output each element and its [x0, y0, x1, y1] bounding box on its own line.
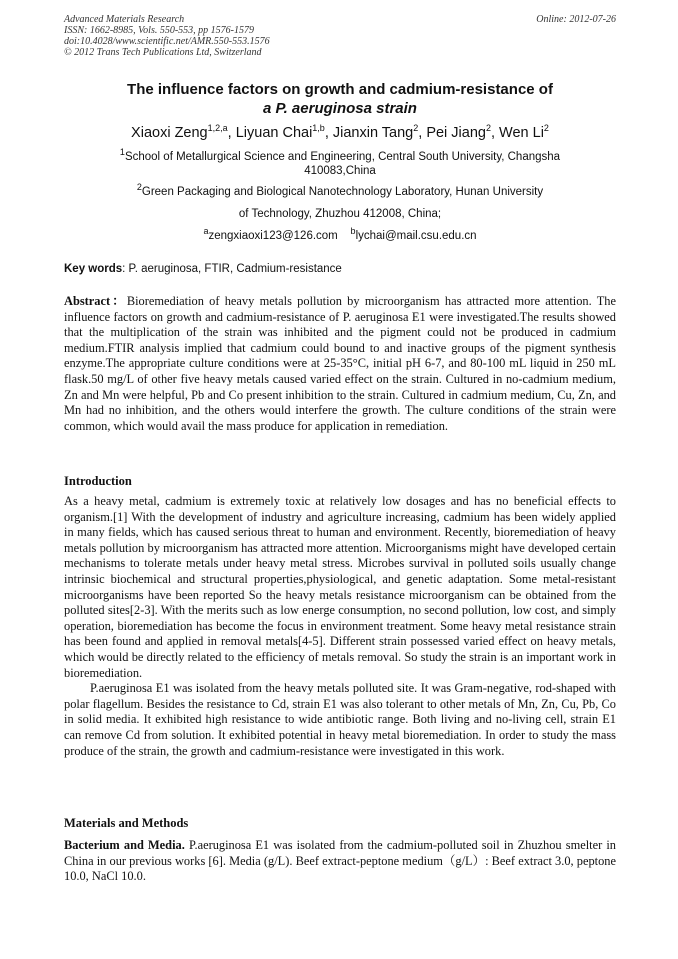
affiliation-2-cont: [64, 207, 616, 221]
journal-issn: ISSN: 1662-8985, Vols. 550-553, pp 1576-1579: [64, 25, 254, 36]
email-sup: a: [203, 226, 209, 237]
affiliation-text: 410083,China: [304, 165, 376, 177]
keywords-text: : P. aeruginosa, FTIR, Cadmium-resistance: [122, 263, 342, 275]
email-link: lychai@mail.csu.edu.cn: [355, 230, 477, 242]
author-name: Wen Li: [499, 125, 544, 141]
keywords-label: Key words: [64, 263, 123, 275]
subsection-label: Bacterium and Media.: [64, 838, 185, 852]
title-line-2: [64, 99, 616, 118]
author-list: Xiaoxi Zeng$^{1,2,a}$, Liyuan Chai$^{1,b}$, Jianxin Tang$^2$, Pei Jiang$^2$, Wen Li$^2$: [131, 123, 549, 141]
email-sup: b: [350, 226, 356, 237]
affiliation-2: [64, 182, 616, 199]
introduction-body: [64, 494, 616, 759]
title-line-1: The influence factors on growth and cadmium-resistance of: [127, 81, 553, 98]
affiliation-text: Green Packaging and Biological Nanotechnology Laboratory, Hunan University: [141, 186, 544, 198]
title-line-2-text: a P. aeruginosa strain: [263, 100, 417, 117]
journal-name: Advanced Materials Research: [64, 14, 185, 25]
email-link: zengxiaoxi123@126.com: [208, 230, 338, 242]
paragraph: P.aeruginosa E1 was isolated from the heavy metals polluted site. It was Gram-negative, rod-shaped with polar flagellum. Besides the resistance to Cd, strain E1 was also tolerant to other metals of Mn, Zn, Cu, Pb, Co in solid media. It exhibited high resistance to wide antibiotic range. Both living and no-living cell, strain E1 can remove Cd from solution. It exhibited potential in heavy metal bioremediation. In order to study the mass produce of the strain, the growth and cadmium-resistance were investigated in this work.: [64, 681, 616, 758]
journal-doi: doi:10.4028/www.scientific.net/AMR.550-553.1576: [64, 36, 270, 47]
author-name: Jianxin Tang: [332, 125, 414, 141]
author-sup: 1,2,a: [207, 123, 228, 134]
author-name: Xiaoxi Zeng: [131, 125, 208, 141]
keywords: [64, 262, 616, 276]
affiliation-sup: 2: [136, 182, 142, 193]
affiliation-sup: 1: [119, 147, 125, 158]
paper-title: [64, 80, 616, 118]
journal-header: [64, 14, 616, 58]
author-sup: 2: [543, 123, 549, 134]
affiliation-1: [64, 147, 616, 178]
section-heading-introduction: Introduction: [64, 474, 132, 488]
abstract-text: Bioremediation of heavy metals pollution by microorganism has attracted more attention. The influence factors on growth and cadmium-resistance of P. aeruginosa E1 were investigated.The results showed that the multiplication of the strain was inhibited and the pigment could not be produced in cadmium medium.FTIR analysis implied that cadmium could bound to and inactive groups of the pigment synthesis enzyme.The appropriate culture conditions were at 25-35°C, initial pH 6-7, and 80-100 mL liquid in 250 mL flask.50 mg/L of other five heavy metals caused varied effect on the strain. Cultured in no-cadmium medium, Zn and Mn were helpful, Pb and Co present inhibition to the strain. Cultured in cadmium medium, Cu, Zn, and Mn had no inhibition, and the others would interfere the growth. The culture conditions of the strain were common, which would avail the mass produce for application in remediation.: [64, 294, 617, 433]
affiliation-text: School of Metallurgical Science and Engineering, Central South University, Changsha: [124, 151, 561, 163]
online-date: Online: 2012-07-26: [536, 14, 616, 25]
author-sup: 2: [413, 123, 419, 134]
methods-body: [64, 838, 616, 885]
section-heading-methods: Materials and Methods: [64, 816, 189, 830]
author-sup: 2: [485, 123, 491, 134]
paragraph: As a heavy metal, cadmium is extremely toxic at relatively low dosages and has no beneficial effects to organism.[1] With the development of industry and agriculture increasing, cadmium has been widely applied in many fields, which has caused serious threat to human and environment. Recently, bioremediation of heavy metals pollution by microorganism has attracted more attention. Microorganisms might have developed certain mechanisms to tolerate metals under heavy metal stress. Microbes survival in polluted soils usually change intrinsic biochemical and structural properties,physiological, and genetic adaptation. Some metal-resistant microorganisms have been reported So the heavy metals resistance microorganism can be obtained from the polluted sites[2-3]. With the merits such as low energe consumption, no second pollution, low cost, and simply operation, bioremediation has become the focus in environment treatment. Some heavy metal resistance strain has been found and applied in removal metals[4-5]. Different strain possessed varied effect on heavy metals, which would be directly related to the efficiency of metals removal. So study the strain is an important work in bioremediation.: [64, 494, 616, 680]
author-sup: 1,b: [312, 123, 325, 134]
author-name: Liyuan Chai: [235, 125, 313, 141]
author-name: Pei Jiang: [426, 125, 486, 141]
email-line: [64, 226, 616, 243]
abstract: [64, 294, 616, 434]
affiliation-text: of Technology, Zhuzhou 412008, China;: [238, 208, 442, 220]
journal-copyright: © 2012 Trans Tech Publications Ltd, Switzerland: [64, 47, 262, 58]
methods-text: P.aeruginosa E1 was isolated from the cadmium-polluted soil in Zhuzhou smelter in China in our previous works [6]. Media (g/L). Beef extract-peptone medium（g/L）: Beef extract 3.0, peptone 10.0, NaCl 10.0.: [64, 838, 616, 884]
abstract-label: Abstract：: [64, 294, 127, 308]
